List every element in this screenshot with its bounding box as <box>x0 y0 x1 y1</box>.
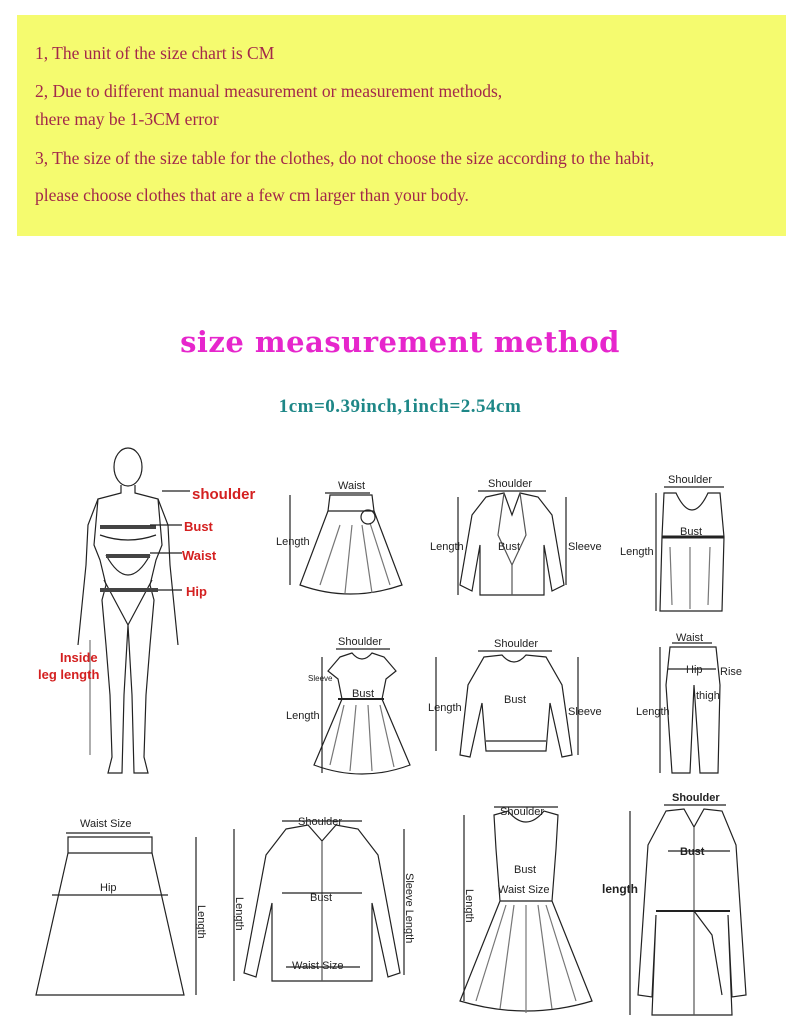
pants-thigh-label: thigh <box>696 690 720 702</box>
shirt-length-label: Length <box>233 897 245 931</box>
blazer-bust-label: Bust <box>498 541 521 553</box>
shirt-diagram <box>233 816 415 981</box>
sleeveless-dress-waist-label: Waist Size <box>498 884 550 896</box>
blazer-sleeve-label: Sleeve <box>568 541 602 553</box>
girl-dress-diagram <box>286 636 410 774</box>
long-skirt-diagram <box>36 818 207 995</box>
sweater-shoulder-label: Shoulder <box>494 638 539 650</box>
sweater-sleeve-label: Sleeve <box>568 706 602 718</box>
girl-dress-bust-label: Bust <box>352 688 375 700</box>
long-skirt-length-label: Length <box>195 905 207 939</box>
sleeveless-dress-bust-label: Bust <box>514 864 537 876</box>
body-shoulder-label: shoulder <box>192 486 256 503</box>
tank-length-label: Length <box>620 546 654 558</box>
shirt-bust-label: Bust <box>310 892 333 904</box>
coat-bust-label: Bust <box>680 846 705 858</box>
body-waist-label: Waist <box>182 548 217 563</box>
coat-length-label: length <box>602 882 638 896</box>
sleeveless-dress-shoulder-label: Shoulder <box>500 806 545 818</box>
blazer-shoulder-label: Shoulder <box>488 478 533 490</box>
sweater-bust-label: Bust <box>504 694 527 706</box>
page-title: size measurement method <box>180 325 620 359</box>
note-line-2: 2, Due to different manual measurement or measurement methods, <box>35 81 503 101</box>
body-leg-length-label: leg length <box>38 667 100 682</box>
note-line-4: 3, The size of the size table for the clothes, do not choose the size according to the habit, <box>35 148 655 168</box>
sleeveless-dress-diagram <box>460 806 592 1013</box>
pants-diagram <box>636 632 742 773</box>
skirt-diagram <box>276 480 402 594</box>
shirt-sleeve-length-label: Sleeve Length <box>403 873 415 944</box>
long-skirt-waist-label: Waist Size <box>80 818 132 830</box>
shirt-waist-label: Waist Size <box>292 960 344 972</box>
skirt-waist-label: Waist <box>338 480 366 492</box>
note-line-1: 1, The unit of the size chart is CM <box>35 43 275 63</box>
girl-dress-shoulder-label: Shoulder <box>338 636 383 648</box>
sweater-length-label: Length <box>428 702 462 714</box>
body-inside-label: Inside <box>60 650 98 665</box>
pants-hip-label: Hip <box>686 664 703 676</box>
girl-dress-length-label: Length <box>286 710 320 722</box>
tank-shoulder-label: Shoulder <box>668 474 713 486</box>
body-bust-label: Bust <box>184 519 213 534</box>
tank-diagram <box>620 474 724 611</box>
girl-dress-sleeve-label: Sleeve <box>308 674 333 683</box>
measurement-diagrams <box>0 435 800 1028</box>
sweater-diagram <box>428 638 602 757</box>
long-skirt-hip-label: Hip <box>100 882 117 894</box>
pants-length-label: Length <box>636 706 670 718</box>
body-figure <box>38 448 256 773</box>
tank-bust-label: Bust <box>680 526 703 538</box>
note-line-3: there may be 1-3CM error <box>35 109 219 129</box>
blazer-diagram <box>430 478 602 595</box>
note-line-5: please choose clothes that are a few cm larger than your body. <box>35 185 469 205</box>
body-hip-label: Hip <box>186 584 207 599</box>
sleeveless-dress-length-label: Length <box>463 889 475 923</box>
pants-waist-label: Waist <box>676 632 704 644</box>
coat-shoulder-label: Shoulder <box>672 792 720 804</box>
coat-diagram <box>602 792 746 1015</box>
shirt-shoulder-label: Shoulder <box>298 816 343 828</box>
pants-rise-label: Rise <box>720 666 743 678</box>
unit-conversion: 1cm=0.39inch,1inch=2.54cm <box>278 396 522 417</box>
skirt-length-label: Length <box>276 536 310 548</box>
notice-box <box>17 15 786 236</box>
blazer-length-label: Length <box>430 541 464 553</box>
